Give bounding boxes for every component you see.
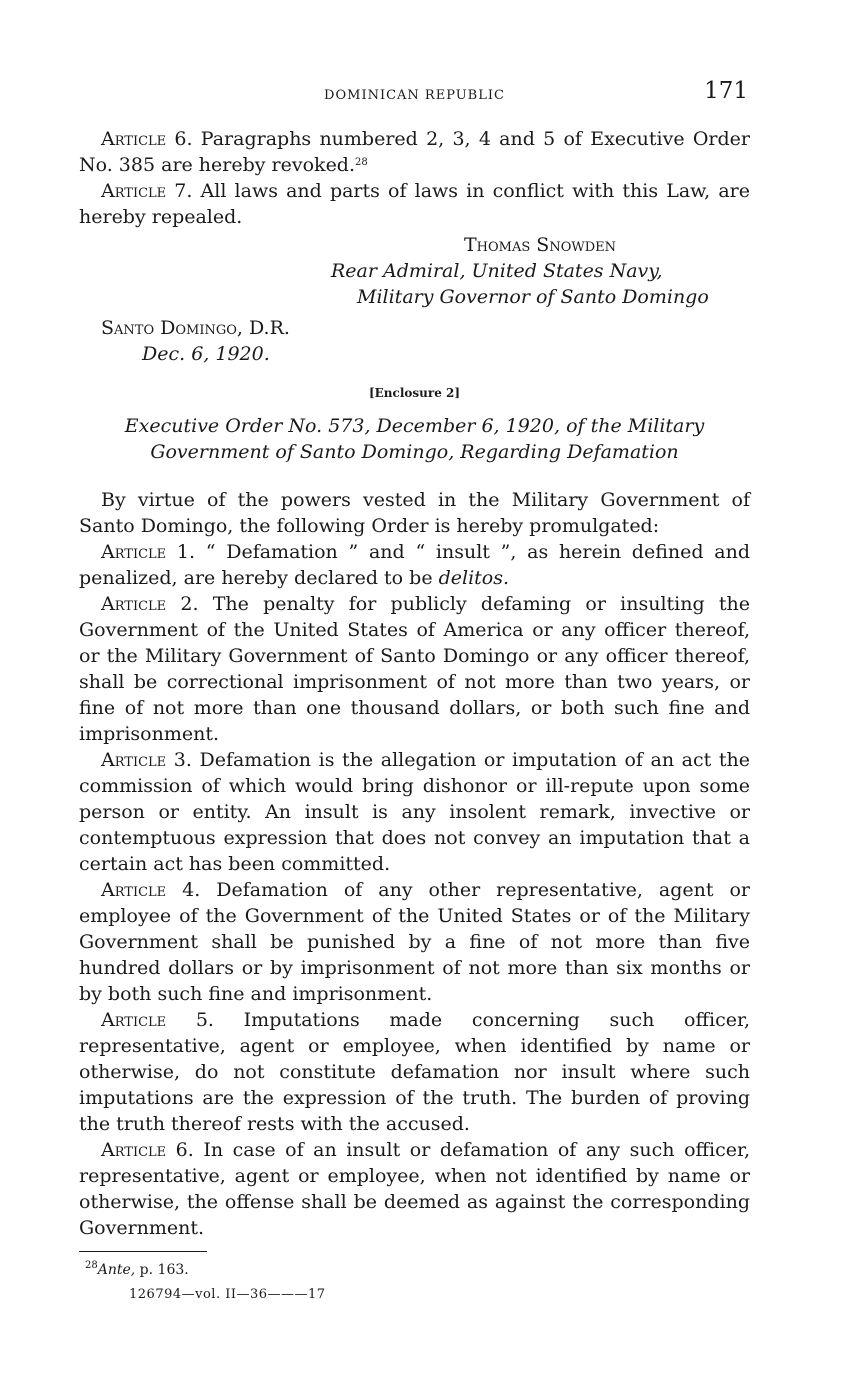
article-text: Defamation of any other representative, agent or employee of the Government of the United States or of the Military Government shall be punished by a fine of not more than five hundred dollars or by imprisonment of not more than six months or by both such fine and imprisonment. — [79, 879, 751, 1005]
page-header — [79, 78, 750, 112]
article-1 — [79, 539, 750, 591]
article-label: Article 4. — [101, 879, 201, 901]
article-label: Article 6. — [101, 128, 193, 150]
footnote-divider — [79, 1251, 207, 1252]
signatory-name: Thomas Snowden — [464, 234, 617, 256]
article-label: Article 7. — [101, 180, 193, 202]
article-text: Paragraphs numbered 2, 3, 4 and 5 of Executive Order No. 385 are hereby revoked. — [79, 128, 750, 176]
footnote-ref: Ante, — [97, 1262, 136, 1278]
article-text: In case of an insult or defamation of any such officer, representative, agent or employee, when not identified by name or otherwise, the offense shall be deemed as against the corresponding Government. — [79, 1139, 751, 1239]
top-articles — [79, 126, 750, 230]
place-date: Dec. 6, 1920. — [142, 343, 270, 365]
article-4 — [79, 877, 750, 1007]
article-6 — [79, 1137, 750, 1241]
order-body — [79, 487, 750, 1241]
footnote-marker: 28 — [85, 1260, 98, 1271]
article-label: Article 5. — [101, 1009, 214, 1031]
enclosure-label: [Enclosure 2] — [368, 386, 461, 400]
delitos-term: delitos. — [438, 567, 510, 589]
article-2 — [79, 591, 750, 747]
article-label: Article 2. — [101, 593, 199, 615]
page-number: 171 — [704, 78, 748, 104]
article-text: Imputations made concerning such officer, representative, agent or employee, when identified by name or otherwise, do not constitute defamation nor insult where such imputations are the expression of the truth. The burden of proving the truth thereof rests with the accused. — [79, 1009, 750, 1135]
running-head: DOMINICAN REPUBLIC — [324, 88, 505, 103]
signatory-title-line-1: Rear Admiral, United States Navy, — [331, 260, 663, 282]
article-label: Article 1. — [101, 541, 196, 563]
signatory-title-line-2: Military Governor of Santo Domingo — [357, 286, 709, 308]
footnote-reference: 28 — [355, 157, 368, 168]
article-5 — [79, 1007, 750, 1137]
footnote-text: p. 163. — [135, 1262, 189, 1278]
print-code: 126794—vol. II—36———17 — [129, 1287, 326, 1302]
article-7-repeal — [79, 178, 750, 230]
article-label: Article 6. — [101, 1139, 194, 1161]
article-3 — [79, 747, 750, 877]
article-text: Defamation is the allegation or imputation of an act the commission of which would bring dishonor or ill-repute upon some person or entity. An insult is any insolent remark, invective or contemptuous expression that does not convey an imputation that a certain act has been committed. — [79, 749, 750, 875]
article-6-revocation — [79, 126, 750, 178]
article-label: Article 3. — [101, 749, 192, 771]
article-text: The penalty for publicly defaming or insulting the Government of the United States of America or any officer thereof, or the Military Government of Santo Domingo or any officer thereof, shall be correctional imprisonment of not more than two years, or fine of not more than one thousand dollars, or both such fine and imprisonment. — [79, 593, 750, 745]
article-text: “ Defamation ” and “ insult ”, as herein defined and penalized, are hereby declared to be — [79, 541, 750, 589]
article-text: All laws and parts of laws in conflict with this Law, are hereby repealed. — [79, 180, 751, 228]
footnote — [85, 1262, 189, 1278]
place-name: Santo Domingo, D.R. — [101, 317, 290, 339]
preamble: By virtue of the powers vested in the Military Government of Santo Domingo, the following Order is hereby promulgated: — [79, 489, 750, 537]
order-title: Executive Order No. 573, December 6, 1920, of the Military Government of Santo Domingo, Regarding Defamation — [124, 415, 705, 463]
